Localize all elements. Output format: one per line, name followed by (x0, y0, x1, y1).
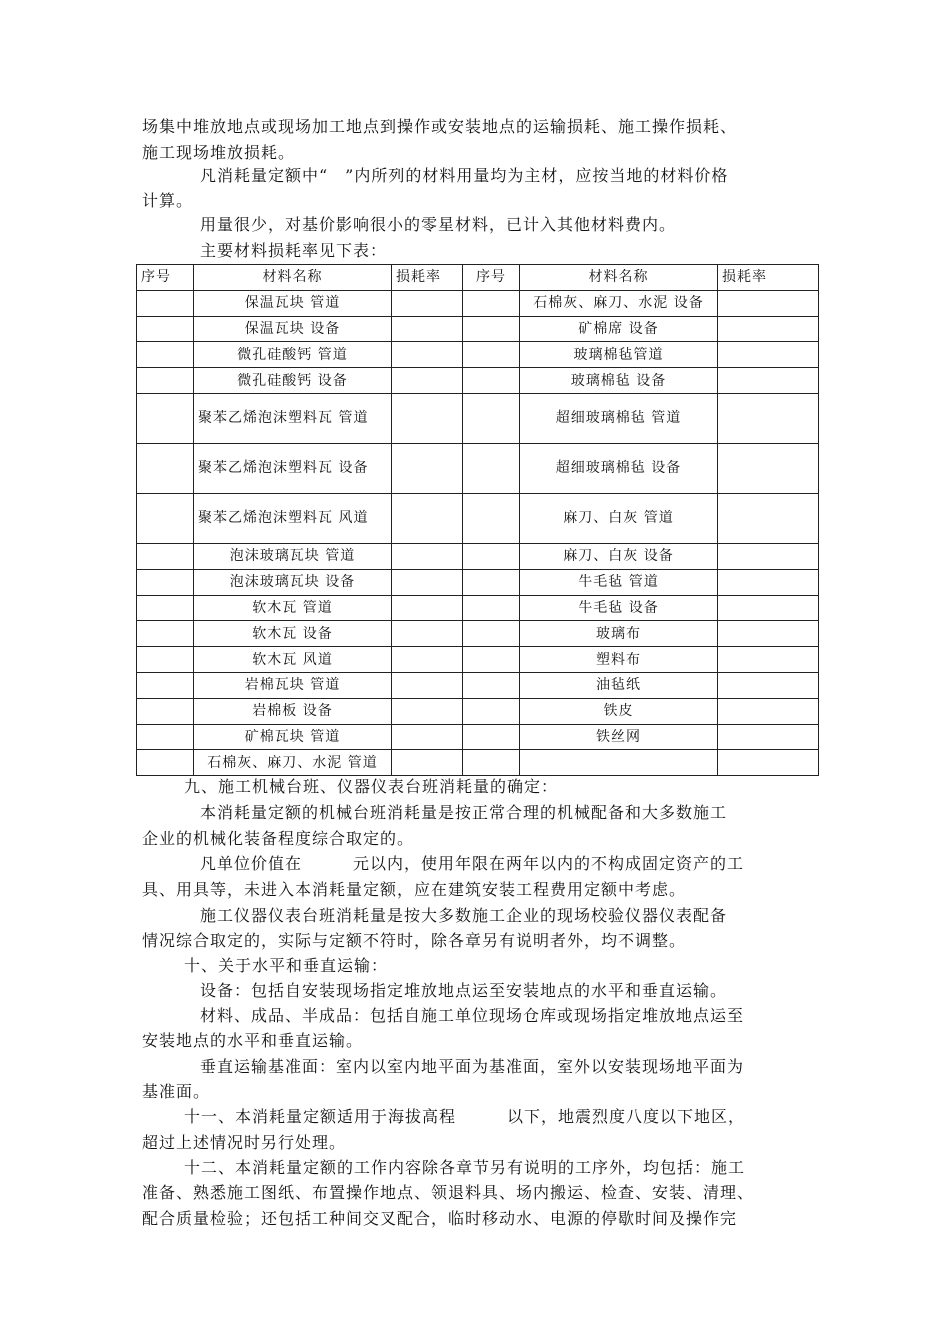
material-name-cell: 保温瓦块 管道 (194, 290, 392, 316)
material-name-cell: 软木瓦 管道 (194, 595, 392, 621)
material-name-cell: 铁丝网 (520, 724, 718, 750)
material-name-cell: 铁皮 (520, 698, 718, 724)
intro-line: 用量很少，对基价影响很小的零星材料，已计入其他材料费内。 (200, 215, 677, 234)
table-row (137, 724, 819, 750)
material-name-cell: 牛毛毡 管道 (520, 569, 718, 595)
material-name-cell: 微孔硅酸钙 管道 (194, 342, 392, 368)
table-row (137, 393, 819, 443)
material-name-cell: 泡沫玻璃瓦块 管道 (194, 543, 392, 569)
material-name-cell: 麻刀、白灰 设备 (520, 543, 718, 569)
material-name-cell: 聚苯乙烯泡沫塑料瓦 管道 (194, 393, 392, 443)
table-header-row (137, 265, 819, 291)
material-name-cell: 玻璃棉毡管道 (520, 342, 718, 368)
body-line: 准备、熟悉施工图纸、布置操作地点、领退料具、场内搬运、检查、安装、清理、 (142, 1183, 755, 1202)
material-name-cell: 微孔硅酸钙 设备 (194, 368, 392, 394)
table-row (137, 543, 819, 569)
header-cell: 材料名称 (520, 265, 718, 291)
body-line: 本消耗量定额的机械台班消耗量是按正常合理的机械配备和大多数施工 (200, 803, 728, 822)
material-name-cell: 超细玻璃棉毡 设备 (520, 443, 718, 493)
table-row (137, 698, 819, 724)
intro-line: 场集中堆放地点或现场加工地点到操作或安装地点的运输损耗、施工操作损耗、 (142, 117, 738, 136)
header-cell: 序号 (137, 265, 194, 291)
body-line: 基准面。 (142, 1082, 211, 1101)
table-row (137, 621, 819, 647)
material-name-cell: 保温瓦块 设备 (194, 316, 392, 342)
material-name-cell: 塑料布 (520, 647, 718, 673)
table-row (137, 443, 819, 493)
section-heading-9: 九、施工机械台班、仪器仪表台班消耗量的确定： (184, 777, 559, 796)
material-name-cell: 软木瓦 风道 (194, 647, 392, 673)
material-name-cell (520, 750, 718, 776)
material-name-cell: 玻璃布 (520, 621, 718, 647)
table-row (137, 750, 819, 776)
table-row (137, 316, 819, 342)
material-name-cell: 超细玻璃棉毡 管道 (520, 393, 718, 443)
header-cell: 损耗率 (392, 265, 463, 291)
body-line: 超过上述情况时另行处理。 (142, 1133, 347, 1152)
material-name-cell: 聚苯乙烯泡沫塑料瓦 设备 (194, 443, 392, 493)
section-heading-10: 十、关于水平和垂直运输： (184, 956, 389, 975)
material-name-cell: 软木瓦 设备 (194, 621, 392, 647)
table-row (137, 569, 819, 595)
material-name-cell: 玻璃棉毡 设备 (520, 368, 718, 394)
material-loss-table (136, 264, 819, 776)
body-line: 凡单位价值在 元以内，使用年限在两年以内的不构成固定资产的工 (200, 854, 745, 873)
table-row (137, 290, 819, 316)
material-name-cell: 岩棉板 设备 (194, 698, 392, 724)
material-name-cell: 矿棉瓦块 管道 (194, 724, 392, 750)
section-heading-12: 十二、本消耗量定额的工作内容除各章节另有说明的工序外，均包括：施工 (184, 1158, 746, 1177)
body-line: 材料、成品、半成品：包括自施工单位现场仓库或现场指定堆放地点运至 (200, 1006, 745, 1025)
intro-line: 凡消耗量定额中“ ”内所列的材料用量均为主材，应按当地的材料价格 (200, 166, 729, 185)
intro-line: 施工现场堆放损耗。 (142, 143, 296, 162)
section-heading-11: 十一、本消耗量定额适用于海拔高程 以下，地震烈度八度以下地区， (184, 1107, 746, 1126)
body-line: 设备：包括自安装现场指定堆放地点运至安装地点的水平和垂直运输。 (200, 981, 728, 1000)
body-line: 安装地点的水平和垂直运输。 (142, 1031, 364, 1050)
header-cell: 序号 (463, 265, 520, 291)
body-line: 企业的机械化装备程度综合取定的。 (142, 829, 415, 848)
body-line: 情况综合取定的，实际与定额不符时，除各章另有说明者外，均不调整。 (142, 931, 687, 950)
material-name-cell: 聚苯乙烯泡沫塑料瓦 风道 (194, 493, 392, 543)
table-row (137, 342, 819, 368)
material-name-cell: 麻刀、白灰 管道 (520, 493, 718, 543)
material-name-cell: 石棉灰、麻刀、水泥 设备 (520, 290, 718, 316)
material-name-cell: 岩棉瓦块 管道 (194, 672, 392, 698)
table-row (137, 368, 819, 394)
body-line: 垂直运输基准面：室内以室内地平面为基准面，室外以安装现场地平面为 (200, 1057, 745, 1076)
table-row (137, 595, 819, 621)
body-line: 配合质量检验；还包括工种间交叉配合，临时移动水、电源的停歇时间及操作完 (142, 1209, 738, 1228)
header-cell: 损耗率 (718, 265, 819, 291)
material-name-cell: 石棉灰、麻刀、水泥 管道 (194, 750, 392, 776)
material-name-cell: 泡沫玻璃瓦块 设备 (194, 569, 392, 595)
intro-line: 计算。 (142, 191, 194, 210)
table-row (137, 672, 819, 698)
body-line: 具、用具等，未进入本消耗量定额，应在建筑安装工程费用定额中考虑。 (142, 880, 687, 899)
material-name-cell: 牛毛毡 设备 (520, 595, 718, 621)
table-row (137, 493, 819, 543)
table-caption: 主要材料损耗率见下表： (200, 241, 388, 260)
body-line: 施工仪器仪表台班消耗量是按大多数施工企业的现场校验仪器仪表配备 (200, 906, 728, 925)
table-row (137, 647, 819, 673)
material-name-cell: 油毡纸 (520, 672, 718, 698)
material-name-cell: 矿棉席 设备 (520, 316, 718, 342)
header-cell: 材料名称 (194, 265, 392, 291)
